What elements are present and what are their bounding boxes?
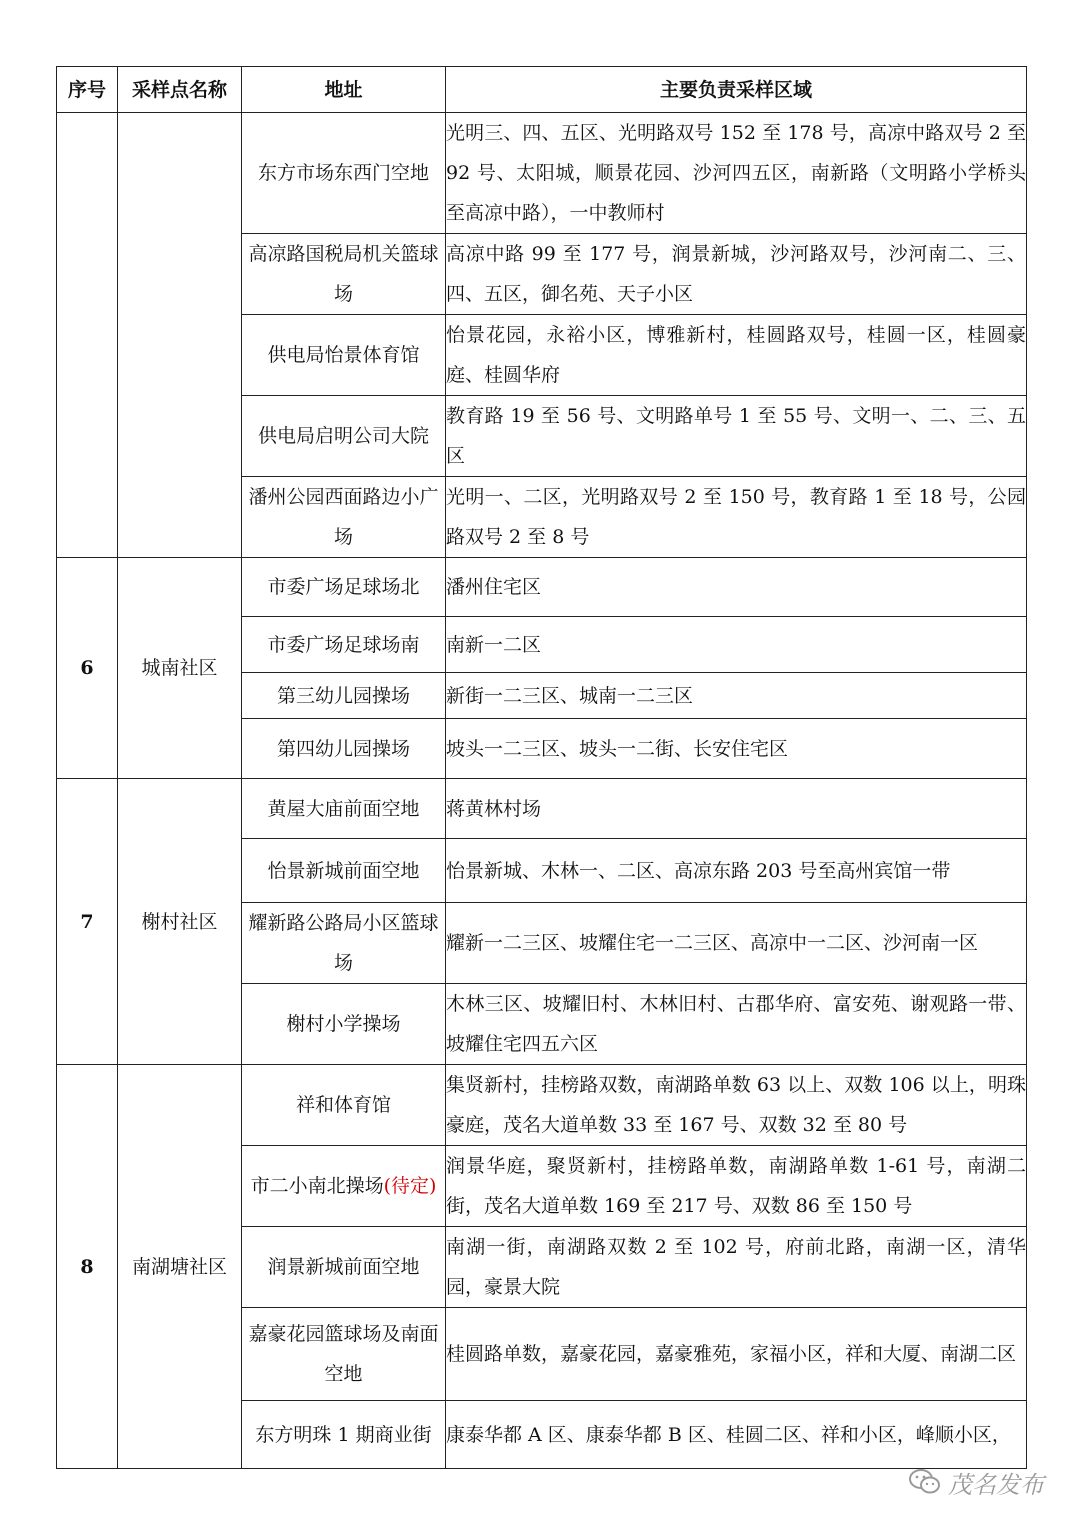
site-name: 高凉路国税局机关篮球场 (248, 243, 439, 305)
site-name: 榭村小学操场 (286, 1013, 401, 1035)
area-cell: 润景华庭，聚贤新村，挂榜路单数，南湖路单数 1-61 号，南湖二街，茂名大道单数 169 至 217 号、双数 86 至 150 号 (446, 1146, 1027, 1227)
community-name (118, 113, 242, 558)
site-name: 耀新路公路局小区篮球场 (248, 912, 439, 974)
site-name: 怡景新城前面空地 (267, 859, 420, 882)
site-cell (242, 839, 446, 903)
site-cell (242, 113, 446, 234)
site-name: 嘉豪花园篮球场及南面空地 (248, 1323, 439, 1385)
table-row (57, 113, 1027, 234)
area-cell: 教育路 19 至 56 号、文明路单号 1 至 55 号、文明一、二、三、五区 (446, 396, 1027, 477)
area-cell: 南湖一街，南湖路双数 2 至 102 号，府前北路，南湖一区，清华园，豪景大院 (446, 1227, 1027, 1308)
site-name: 东方明珠 1 期商业街 (255, 1423, 432, 1446)
site-cell (242, 617, 446, 673)
site-cell (242, 477, 446, 558)
site-cell (242, 1227, 446, 1308)
row-number: 6 (57, 558, 118, 779)
header-area: 主要负责采样区域 (446, 67, 1027, 113)
site-cell (242, 903, 446, 984)
area-cell: 怡景新城、木林一、二区、高凉东路 203 号至高州宾馆一带 (446, 839, 1027, 903)
site-name: 祥和体育馆 (295, 1094, 391, 1116)
site-name: 潘州公园西面路边小广场 (248, 486, 439, 548)
site-cell (242, 396, 446, 477)
site-name: 黄屋大庙前面空地 (267, 797, 420, 820)
site-name: 供电局怡景体育馆 (267, 344, 420, 366)
site-cell (242, 1308, 446, 1401)
site-name: 第三幼儿园操场 (276, 684, 410, 707)
area-cell: 蒋黄林村场 (446, 779, 1027, 839)
area-cell: 木林三区、坡耀旧村、木林旧村、古郡华府、富安苑、谢观路一带、坡耀住宅四五六区 (446, 984, 1027, 1065)
site-cell (242, 1401, 446, 1469)
area-cell: 潘州住宅区 (446, 558, 1027, 617)
footer-label: 茂名发布 (948, 1470, 1044, 1499)
pending-note: (待定) (383, 1175, 437, 1197)
table-header-row (57, 67, 1027, 113)
area-cell: 坡头一二三区、坡头一二街、长安住宅区 (446, 719, 1027, 779)
sampling-schedule-table (56, 66, 1027, 1469)
header-site-name: 采样点名称 (118, 67, 242, 113)
site-cell (242, 1065, 446, 1146)
site-cell (242, 234, 446, 315)
header-address: 地址 (242, 67, 446, 113)
wechat-icon (908, 1467, 942, 1497)
table-row (57, 558, 1027, 617)
row-number: 8 (57, 1065, 118, 1469)
footer-watermark (908, 1462, 1044, 1502)
site-cell (242, 1146, 446, 1227)
area-cell: 康泰华都 A 区、康泰华都 B 区、桂圆二区、祥和小区，峰顺小区， (446, 1401, 1027, 1469)
site-name: 润景新城前面空地 (267, 1256, 420, 1278)
community-name: 榭村社区 (118, 779, 242, 1065)
site-cell (242, 558, 446, 617)
table-body (57, 113, 1027, 1469)
site-cell (242, 315, 446, 396)
site-name: 第四幼儿园操场 (276, 737, 410, 760)
area-cell: 高凉中路 99 至 177 号，润景新城，沙河路双号，沙河南二、三、四、五区，御名苑、天子小区 (446, 234, 1027, 315)
site-name: 东方市场东西门空地 (257, 162, 429, 184)
community-name: 南湖塘社区 (118, 1065, 242, 1469)
row-number: 7 (57, 779, 118, 1065)
site-cell (242, 779, 446, 839)
row-number (57, 113, 118, 558)
table-row (57, 779, 1027, 839)
site-cell (242, 984, 446, 1065)
community-name: 城南社区 (118, 558, 242, 779)
site-name: 市委广场足球场南 (267, 633, 420, 656)
site-name: 供电局启明公司大院 (257, 425, 429, 447)
header-number: 序号 (57, 67, 118, 113)
area-cell: 怡景花园，永裕小区，博雅新村，桂圆路双号，桂圆一区，桂圆豪庭、桂圆华府 (446, 315, 1027, 396)
area-cell: 南新一二区 (446, 617, 1027, 673)
table-row (57, 1065, 1027, 1146)
site-cell (242, 673, 446, 719)
site-name: 市二小南北操场 (250, 1175, 384, 1197)
area-cell: 耀新一二三区、坡耀住宅一二三区、高凉中一二区、沙河南一区 (446, 903, 1027, 984)
area-cell: 新街一二三区、城南一二三区 (446, 673, 1027, 719)
area-cell: 光明一、二区，光明路双号 2 至 150 号，教育路 1 至 18 号，公园路双号 2 至 8 号 (446, 477, 1027, 558)
area-cell: 桂圆路单数，嘉豪花园，嘉豪雅苑，家福小区，祥和大厦、南湖二区 (446, 1308, 1027, 1401)
site-cell (242, 719, 446, 779)
site-name: 市委广场足球场北 (267, 576, 420, 598)
area-cell: 集贤新村，挂榜路双数，南湖路单数 63 以上、双数 106 以上，明珠豪庭，茂名大道单数 33 至 167 号、双数 32 至 80 号 (446, 1065, 1027, 1146)
area-cell: 光明三、四、五区、光明路双号 152 至 178 号，高凉中路双号 2 至 92 号、太阳城，顺景花园、沙河四五区，南新路（文明路小学桥头至高凉中路），一中教师村 (446, 113, 1027, 234)
